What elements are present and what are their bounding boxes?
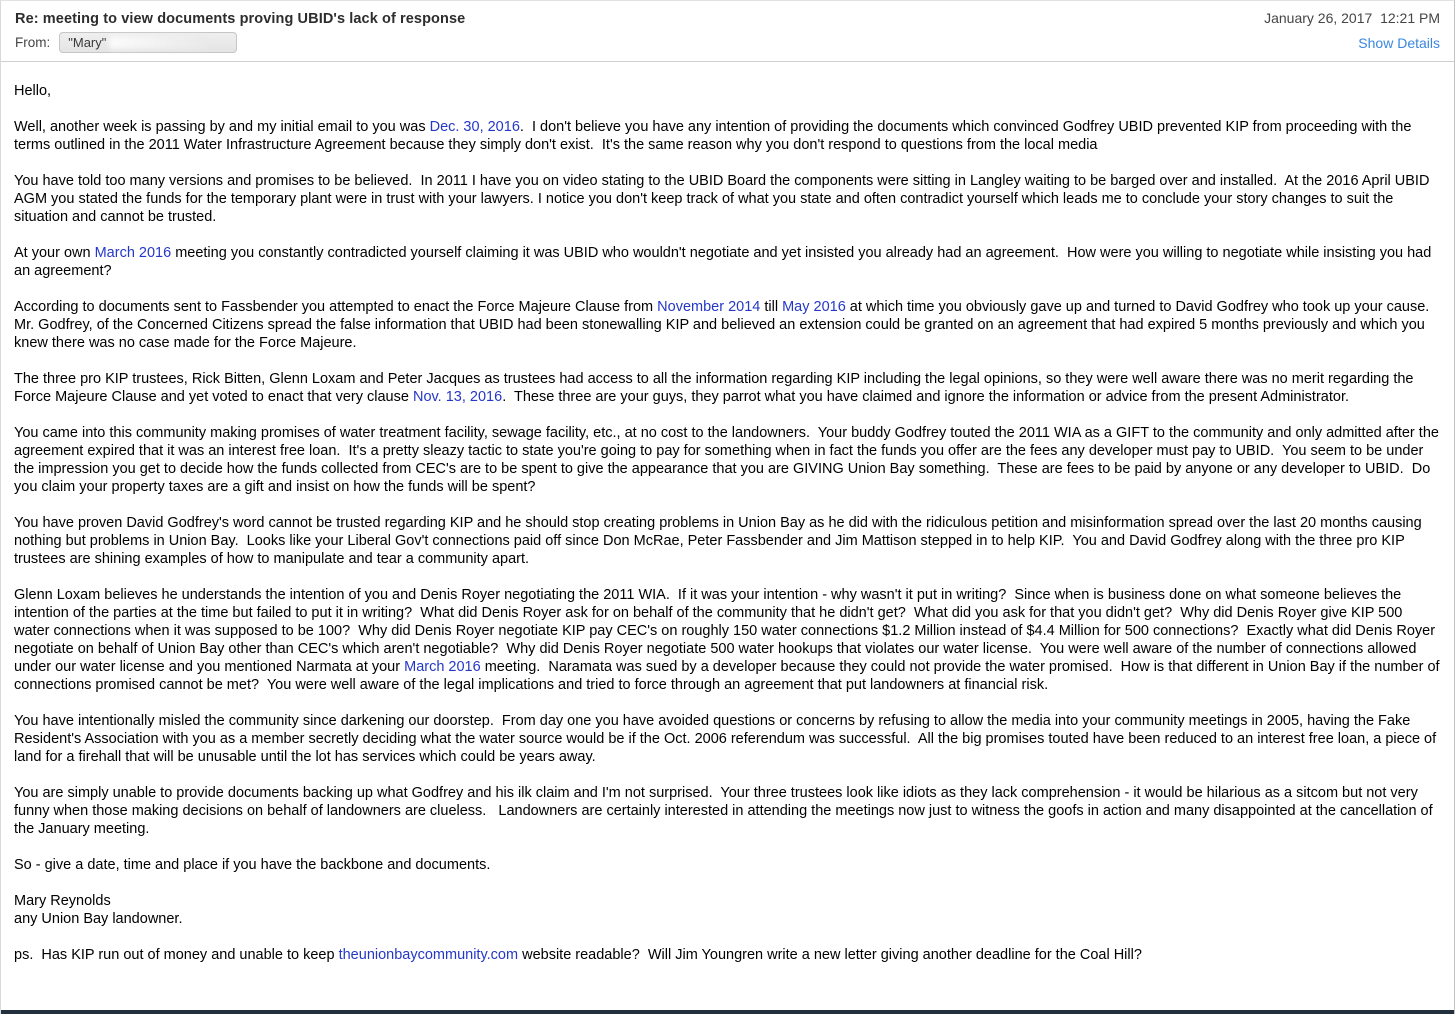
text-run: You have intentionally misled the community since darkening our doorstep. From day one you have avoided questions or concerns by refusing to allow the media into your community meetings in 2005, having the Fake Resident's Association with you as a member secretly deciding what the water source would be if the Oct. 2006 referendum was successful. All the big promises touted have been reduced to an interest free loan, a piece of land for a firehall that will be unusable until the lot has services which could be years away. — [14, 713, 1441, 765]
text-run: You came into this community making promises of water treatment facility, sewage facility, etc., at no cost to the landowners. Your buddy Godfrey touted the 2011 WIA as a GIFT to the community and only admitted after the agreement expired that it was an interest free loan. It's a pretty sleazy tactic to state you're going to pay for something when in fact the funds you offer are the fees any developer must pay to UBID. You seem to be under the impression you get to decide how the funds collected from CEC's are to be spent to give the appearance that you are GIVING Union Bay something. These are fees to be paid by anyone or any developer to UBID. Do you claim your property taxes are a gift and insist on how the funds will be spent? — [14, 425, 1443, 495]
show-details-link[interactable]: Show Details — [1358, 34, 1440, 51]
from-label: From: — [15, 35, 51, 50]
subject-line: Re: meeting to view documents proving UBID's lack of response — [15, 11, 466, 27]
paragraph — [14, 712, 1441, 766]
text-run: Well, another week is passing by and my initial email to you was — [14, 119, 430, 135]
window-bottom-edge — [1, 1010, 1454, 1014]
sender-pill[interactable] — [59, 32, 237, 53]
text-run: You are simply unable to provide documents backing up what Godfrey and his ilk claim and I'm not surprised. Your three trustees look like idiots as they lack comprehension - it would be hilarious as a sitcom but not very funny when those making decisions on behalf of landowners are clueless. Landowners are certainly interested in attending the meetings now just to witness the goofs in action and many disappointed at the cancellation of the January meeting. — [14, 785, 1437, 837]
paragraph — [14, 370, 1441, 406]
text-run: At your own — [14, 245, 95, 261]
website-link[interactable]: theunionbaycommunity.com — [338, 947, 519, 963]
text-run: . I don't believe you have any intention of providing the documents which convinced Godfrey UBID prevented KIP from proceeding with the terms outlined in the 2011 Water Infrastructure Agreement because they simply don't exist. It's the same reason why you don't respond to questions from the local media — [14, 119, 1416, 153]
paragraph — [14, 892, 1441, 910]
date-link[interactable]: November 2014 — [657, 299, 761, 315]
from-group — [15, 32, 237, 53]
date-link[interactable]: May 2016 — [782, 299, 846, 315]
paragraph — [14, 298, 1441, 352]
text-run: till — [760, 299, 783, 315]
text-run: . These three are your guys, they parrot what you have claimed and ignore the information or advice from the present Administrator. — [502, 389, 1350, 405]
message-header — [1, 1, 1454, 62]
from-row — [15, 32, 1440, 61]
subject-row — [15, 10, 1440, 27]
paragraph — [14, 244, 1441, 280]
date-link[interactable]: Dec. 30, 2016 — [429, 119, 520, 135]
redacted-sender-address — [109, 36, 207, 49]
paragraph — [14, 172, 1441, 226]
text-run: at which time you obviously gave up and turned to David Godfrey who took up your cause. Mr. Godfrey, of the Concerned Citizens spread the false information that UBID had been stonewalling KIP and believed an extension could be granted on an agreement that had expired 5 months previously and which you knew there was no case made for the Force Majeure. — [14, 299, 1438, 351]
email-body — [1, 62, 1454, 1010]
text-run: ps. Has KIP run out of money and unable to keep — [14, 947, 339, 963]
text-run: any Union Bay landowner. — [14, 911, 183, 927]
paragraph — [14, 118, 1441, 154]
paragraph — [14, 82, 1441, 100]
text-run: meeting. Naramata was sued by a developer because they could not provide the water promised. How is that different in Union Bay if the number of connections promised cannot be met? You were well aware of the legal implications and tried to force through an agreement that put landowners at financial risk. — [14, 659, 1444, 693]
text-run: Hello, — [14, 83, 52, 99]
date-link[interactable]: March 2016 — [404, 659, 481, 675]
paragraph — [14, 910, 1441, 928]
date-link[interactable]: March 2016 — [94, 245, 172, 261]
text-run: You have proven David Godfrey's word cannot be trusted regarding KIP and he should stop creating problems in Union Bay as he did with the ridiculous petition and misinformation spread over the last 20 months causing nothing but problems in Union Bay. Looks like your Liberal Gov't connections paid off since Don McRae, Peter Fassbender and Jim Mattison stepped in to help KIP. You and David Godfrey along with the three pro KIP trustees are shining examples of how to manipulate and tear a community apart. — [14, 515, 1426, 567]
text-run: So - give a date, time and place if you have the backbone and documents. — [14, 857, 491, 873]
text-run: According to documents sent to Fassbender you attempted to enact the Force Majeure Clause from — [14, 299, 658, 315]
text-run: Mary Reynolds — [14, 893, 111, 909]
message-datetime: January 26, 2017 12:21 PM — [1264, 10, 1440, 26]
paragraph — [14, 514, 1441, 568]
text-run: meeting you constantly contradicted yourself claiming it was UBID who wouldn't negotiate and yet insisted you already had an agreement. How were you willing to negotiate while insisting you had an agreement? — [14, 245, 1436, 279]
paragraph — [14, 856, 1441, 874]
text-run: The three pro KIP trustees, Rick Bitten, Glenn Loxam and Peter Jacques as trustees had access to all the information regarding KIP including the legal opinions, so they were well aware there was no merit regarding the Force Majeure Clause and yet voted to enact that very clause — [14, 371, 1418, 405]
text-run: Glenn Loxam believes he understands the intention of you and Denis Royer negotiating the 2011 WIA. If it was your intention - why wasn't it put in writing? Since when is business done on what someone believes the intention of the parties at the time but failed to put it in writing? What did Denis Royer ask for on behalf of the community that he didn't get? What did you ask for that you didn't get? Why did Denis Royer give KIP 500 water connections when it was supposed to be 100? Why did Denis Royer negotiate KIP pay CEC's on roughly 150 water connections $1.2 Million instead of $4.4 Million for 500 connections? Exactly what did Denis Royer negotiate on behalf of Union Bay other than CEC's which aren't negotiable? Why did Denis Royer negotiate 500 water hookups that violates our water license. You were well aware of the number of connections allowed under our water license and you mentioned Narmata at your — [14, 587, 1440, 675]
paragraph — [14, 784, 1441, 838]
paragraph — [14, 586, 1444, 694]
sender-name: "Mary" — [68, 35, 107, 50]
text-run: You have told too many versions and promises to be believed. In 2011 I have you on video stating to the UBID Board the components were sitting in Langley waiting to be barged over and installed. At the 2016 April UBID AGM you stated the funds for the temporary plant were in trust with your lawyers. I notice you don't keep track of what you state and often contradict yourself which leads me to conclude your story changes to suit the situation and cannot be trusted. — [14, 173, 1433, 225]
date-link[interactable]: Nov. 13, 2016 — [412, 389, 503, 405]
paragraph — [14, 424, 1441, 496]
text-run: website readable? Will Jim Youngren write a new letter giving another deadline for the Coal Hill? — [518, 947, 1142, 963]
paragraph — [14, 946, 1441, 964]
